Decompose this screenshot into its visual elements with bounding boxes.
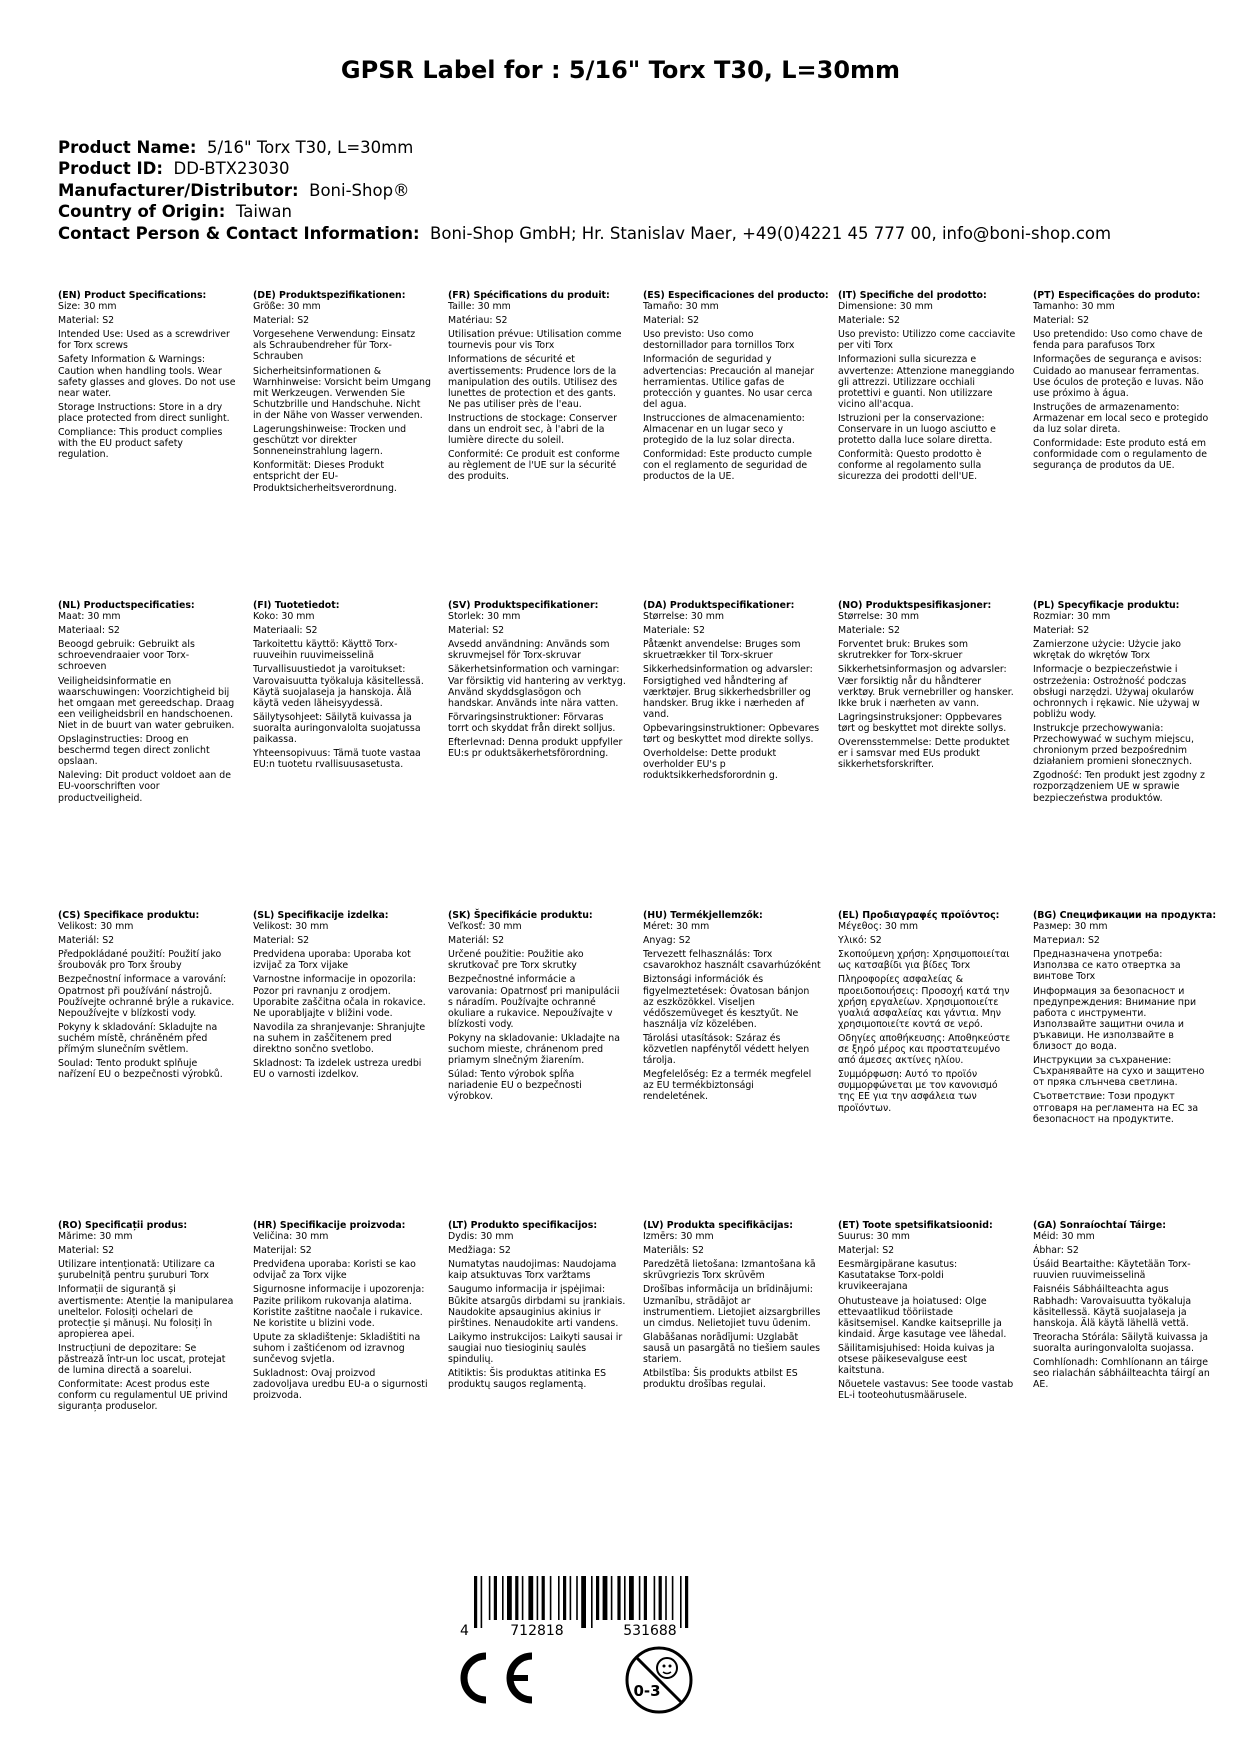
language-section: Koko: 30 mm [253, 611, 315, 623]
barcode-digit-first: 4 [460, 1623, 469, 1636]
language-section: Dimensione: 30 mm [838, 301, 933, 313]
language-section: Úsáid Beartaithe: Käytetään Torx-ruuvien ruuvimeisselinä [1033, 1259, 1191, 1282]
language-section: Utilizare intenționată: Utilizare ca șurubelniță pentru șuruburi Torx [58, 1259, 215, 1282]
barcode-digits-left: 712818 [510, 1623, 564, 1636]
language-block [58, 290, 236, 463]
language-section: Zamierzone użycie: Użycie jako wkrętak do wkrętów Torx [1033, 639, 1181, 662]
language-section: Veličina: 30 mm [253, 1231, 329, 1243]
language-heading: (RO) Specificații produs: [58, 1220, 188, 1231]
language-section: Информация за безопасност и предупреждения: Внимание при работа с инструменти. Използвайте защитни очила и ръкавици. Не използвайте в близост до вода. [1033, 985, 1197, 1053]
language-block [838, 600, 1016, 773]
info-value: DD-BTX23030 [173, 159, 290, 179]
language-section: Instrucciones de almacenamiento: Almacenar en un lugar seco y protegido de la luz solar directa. [643, 412, 805, 447]
language-section: Información de seguridad y advertencias: Precaución al manejar herramientas. Utilice gafas de protección y guantes. No usar cerca del agua. [643, 354, 815, 410]
language-section: Conformidad: Este producto cumple con el reglamento de seguridad de productos de la UE. [643, 449, 813, 483]
language-heading: (HU) Termékjellemzők: [643, 910, 763, 921]
language-block [448, 910, 626, 1106]
language-section: Laikymo instrukcijos: Laikyti sausai ir saugiai nuo tiesioginių saulės spindulių. [448, 1331, 623, 1366]
language-section: Συμμόρφωση: Αυτό το προϊόν συμμορφώνεται με τον κανονισμό της ΕΕ για την ασφάλεια των προϊόντων. [838, 1069, 998, 1114]
language-section: Instrucțiuni de depozitare: Se păstrează într-un loc uscat, protejat de lumina directă a soarelui. [58, 1342, 226, 1377]
language-section: Съответствие: Този продукт отговаря на регламента на ЕС за безопасност на продуктите. [1033, 1091, 1199, 1125]
language-heading: (SV) Produktspecifikationer: [448, 600, 599, 611]
language-section: Anyag: S2 [643, 935, 691, 947]
language-heading: (DA) Produktspecifikationer: [643, 600, 795, 611]
language-section: Ohutusteave ja hoiatused: Olge ettevaatlikud tööriistade käsitsemisel. Kandke kaitseprille ja kindaid. Ärge kasutage vee lähedal. [838, 1295, 1007, 1340]
language-section: Treoracha Stórála: Säilytä kuivassa ja suoralta auringonvalolta suojassa. [1033, 1331, 1209, 1354]
product-info [58, 137, 1111, 244]
barcode-bar [639, 1576, 641, 1620]
barcode-bar [474, 1576, 477, 1628]
language-section: Material: S2 [253, 935, 310, 947]
language-block [643, 910, 821, 1106]
barcode-bar [617, 1576, 620, 1620]
language-section: Intended Use: Used as a screwdriver for Torx screws [58, 329, 230, 352]
language-section: Veiligheidsinformatie en waarschuwingen: Voorzichtigheid bij het omgaan met gereedschap. Draag een veiligheidsbril en handschoenen. Niet in de buurt van water gebruiken. [58, 675, 235, 731]
barcode-bar [665, 1576, 667, 1620]
language-section: Uso previsto: Utilizzo come cacciavite per viti Torx [838, 329, 1016, 352]
language-heading: (FI) Tuotetiedot: [253, 600, 340, 611]
language-section: Izmērs: 30 mm [643, 1231, 714, 1243]
language-section: Материал: S2 [1033, 935, 1100, 947]
language-section: Material: S2 [448, 625, 505, 637]
language-heading: (SK) Špecifikácie produktu: [448, 910, 593, 921]
language-section: Размер: 30 mm [1033, 921, 1108, 933]
ce-mark-icon [448, 1648, 538, 1708]
page-title: GPSR Label for : 5/16" Torx T30, L=30mm [340, 56, 901, 84]
language-section: Atitiktis: Šis produktas atitinka ES produktų saugos reglamentą. [448, 1368, 607, 1391]
language-section: Предназначена употреба: Използва се като отвертка за винтове Torx [1033, 949, 1181, 983]
language-section: Säkerhetsinformation och varningar: Var försiktig vid hantering av verktyg. Använd skyddsglasögon och handskar. Används inte nära vatten. [448, 664, 626, 709]
language-section: Sicherheitsinformationen & Warnhinweise: Vorsicht beim Umgang mit Werkzeugen. Verwenden Sie Schutzbrille und Handschuhe. Nicht in der Nähe von Wasser verwenden. [253, 365, 431, 421]
language-section: Suurus: 30 mm [838, 1231, 910, 1243]
language-section: Materiaali: S2 [253, 625, 318, 637]
language-section: Biztonsági információk és figyelmeztetések: Óvatosan bánjon az eszközökkel. Viseljen védőszemüveget és kesztyűt. Ne használja víz közelében. [643, 974, 810, 1030]
language-section: Faisnéis Sábháilteachta agus Rabhadh: Varovaisuutta työkaluja käsitellessä. Käytä suojalaseja ja hanskoja. Älä käytä lähellä vettä. [1033, 1284, 1192, 1329]
barcode-digits-right: 531688 [623, 1623, 677, 1636]
language-section: Dydis: 30 mm [448, 1231, 514, 1243]
language-block [1033, 910, 1217, 1128]
language-section: Storlek: 30 mm [448, 611, 521, 623]
info-label: Product ID: [58, 159, 163, 179]
language-section: Zgodność: Ten produkt jest zgodny z rozporządzeniem UE w sprawie bezpieczeństwa produktów. [1033, 770, 1205, 804]
language-section: Tarkoitettu käyttö: Käyttö Torx-ruuveihin ruuvimeisselinä [253, 639, 398, 662]
barcode-bar [558, 1576, 560, 1620]
language-section: Efterlevnad: Denna produkt uppfyller EU:s pr oduktsäkerhetsförordning. [448, 737, 623, 760]
language-section: Materiaal: S2 [58, 625, 120, 637]
language-section: Förvaringsinstruktioner: Förvaras torrt och skyddat från direkt solljus. [448, 711, 616, 734]
language-heading: (NO) Produktspesifikasjoner: [838, 600, 992, 611]
language-section: Storage Instructions: Store in a dry place protected from direct sunlight. [58, 401, 230, 424]
barcode-bar [644, 1576, 647, 1620]
language-section: Materiál: S2 [58, 935, 115, 947]
barcode-bar [494, 1576, 497, 1620]
language-section: Materijal: S2 [253, 1245, 312, 1257]
language-block [838, 910, 1016, 1117]
language-section: Conformidade: Este produto está em conformidade com o regulamento de segurança de produtos da UE. [1033, 438, 1208, 472]
language-heading: (GA) Sonraíochtaí Táirge: [1033, 1220, 1166, 1231]
language-section: Opslaginstructies: Droog en beschermd tegen direct zonlicht opslaan. [58, 734, 210, 768]
language-section: Maat: 30 mm [58, 611, 121, 623]
language-section: Paredzētā lietošana: Izmantošana kā skrūvgriezis Torx skrūvēm [643, 1259, 816, 1282]
language-heading: (PT) Especificações do produto: [1033, 290, 1201, 301]
language-section: Informații de siguranță și avertismente: Atenție la manipularea uneltelor. Folosiți ochelari de protecție și mănuși. Nu folosiți în apropierea apei. [58, 1284, 234, 1340]
language-heading: (ES) Especificaciones del producto: [643, 290, 829, 301]
language-section: Инструкции за съхранение: Съхранявайте на сухо и защитено от пряка слънчева светлина. [1033, 1055, 1205, 1089]
info-value: Boni-Shop GmbH; Hr. Stanislav Maer, +49(0)4221 45 777 00, info@boni-shop.com [430, 223, 1112, 243]
language-section: Størrelse: 30 mm [643, 611, 725, 623]
language-section: Materiale: S2 [838, 625, 900, 637]
language-section: Conformitate: Acest produs este conform cu regulamentul UE privind siguranța produselor. [58, 1379, 228, 1413]
barcode-bar [596, 1576, 599, 1620]
barcode-bar [550, 1576, 552, 1620]
language-heading: (SL) Specifikacije izdelka: [253, 910, 389, 921]
barcode-bar [680, 1576, 682, 1628]
language-section: Skladnost: Ta izdelek ustreza uredbi EU o varnosti izdelkov. [253, 1058, 422, 1081]
language-section: Σκοπούμενη χρήση: Χρησιμοποιείται ως κατσαβίδι για βίδες Torx [838, 949, 1010, 972]
barcode-bar [570, 1576, 572, 1620]
barcode-bar [537, 1576, 539, 1620]
info-contact [58, 223, 1111, 244]
language-heading: (NL) Productspecificaties: [58, 600, 195, 611]
info-label: Country of Origin: [58, 202, 226, 222]
language-section: Lagringsinstruksjoner: Oppbevares tørt og beskyttet mot direkte sollys. [838, 711, 1007, 734]
language-section: Materiale: S2 [643, 625, 705, 637]
barcode-bar [603, 1576, 608, 1620]
language-section: Tamanho: 30 mm [1033, 301, 1115, 313]
language-section: Predviđena uporaba: Koristi se kao odvijač za Torx vijke [253, 1259, 416, 1282]
barcode-bar [522, 1576, 524, 1620]
language-heading: (FR) Spécifications du produit: [448, 290, 610, 301]
language-block [643, 1220, 821, 1393]
language-block [253, 290, 431, 497]
language-section: Οδηγίες αποθήκευσης: Αποθηκεύστε σε ξηρό μέρος και προστατευμένο από άμεσες ακτίνες ηλίου. [838, 1032, 1011, 1067]
language-section: Overholdelse: Dette produkt overholder EU's p roduktsikkerhedsforordnin g. [643, 748, 778, 782]
barcode-bars [474, 1576, 688, 1628]
barcode-bar [528, 1576, 533, 1620]
language-section: Material: S2 [643, 315, 700, 327]
language-section: Tárolási utasítások: Száraz és közvetlen napfénytől védett helyen tárolja. [643, 1032, 810, 1067]
language-section: Sigurnosne informacije i upozorenja: Pazite prilikom rukovanja alatima. Koristite zaštitne naočale i rukavice. Ne koristite u blizini vode. [253, 1284, 425, 1329]
language-section: Vorgesehene Verwendung: Einsatz als Schraubendreher für Torx-Schrauben [253, 329, 416, 363]
language-section: Tervezett felhasználás: Torx csavarokhoz használt csavarhúzóként [643, 949, 821, 972]
language-block [1033, 290, 1211, 474]
info-label: Product Name: [58, 138, 197, 157]
language-section: Soulad: Tento produkt splňuje nařízení EU o bezpečnosti výrobků. [58, 1058, 223, 1081]
language-section: Material: S2 [58, 315, 115, 327]
barcode [460, 1576, 760, 1636]
language-section: Nõuetele vastavus: See toode vastab EL-i tooteohutusmäärusele. [838, 1379, 1014, 1402]
language-section: Naleving: Dit product voldoet aan de EU-voorschriften voor productveiligheid. [58, 770, 231, 804]
info-label: Manufacturer/Distributor: [58, 180, 299, 200]
language-block [58, 600, 236, 807]
language-section: Drošības informācija un brīdinājumi: Uzmanību, strādājot ar instrumentiem. Lietojiet aizsargbrilles un cimdus. Nelietojiet tuvu ūdenim. [643, 1284, 821, 1329]
language-section: Atbilstība: Šis produkts atbilst ES produktu drošības regulai. [643, 1368, 798, 1391]
age-warning-icon [623, 1644, 695, 1716]
language-section: Materiál: S2 [448, 935, 505, 947]
language-section: Uso pretendido: Uso como chave de fenda para parafusos Torx [1033, 329, 1203, 352]
language-section: Compliance: This product complies with the EU product safety regulation. [58, 427, 223, 461]
language-section: Overensstemmelse: Dette produktet er i samsvar med EUs produkt sikkerhetsforskrifter. [838, 737, 1010, 771]
language-block [1033, 600, 1211, 807]
barcode-bar [591, 1576, 593, 1628]
language-section: Informazioni sulla sicurezza e avvertenze: Attenzione maneggiando gli attrezzi. Utilizzare occhiali protettivi e guanti. Non utilizzare vicino all'acqua. [838, 354, 1015, 410]
language-section: Materiāls: S2 [643, 1245, 705, 1257]
language-section: Lagerungshinweise: Trocken und geschützt vor direkter Sonneneinstrahlung lagern. [253, 424, 407, 458]
language-section: Sikkerhedsinformation og advarsler: Forsigtighed ved håndtering af værktøjer. Brug sikkerhedsbriller og handsker. Brug ikke i nærheden af vand. [643, 664, 813, 720]
language-section: Μέγεθος: 30 mm [838, 921, 919, 933]
language-section: Taille: 30 mm [448, 301, 511, 313]
language-heading: (EL) Προδιαγραφές προϊόντος: [838, 910, 1000, 921]
language-section: Pokyny na skladovanie: Ukladajte na suchom mieste, chránenom pred priamym slnečným žiarením. [448, 1032, 620, 1067]
language-section: Säilytysohjeet: Säilytä kuivassa ja suoralta auringonvalolta suojatussa paikassa. [253, 711, 421, 746]
language-section: Mărime: 30 mm [58, 1231, 133, 1243]
language-section: Material: S2 [58, 1245, 115, 1257]
language-heading: (IT) Specifiche del prodotto: [838, 290, 987, 301]
language-section: Opbevaringsinstruktioner: Opbevares tørt og beskyttet mod direkte sollys. [643, 722, 820, 746]
barcode-bar [563, 1576, 566, 1620]
info-value: Boni-Shop® [309, 180, 410, 200]
language-section: Materiale: S2 [838, 315, 900, 327]
language-heading: (ET) Toote spetsifikatsioonid: [838, 1220, 993, 1231]
language-section: Conformità: Questo prodotto è conforme al regolamento sulla sicurezza dei prodotti dell'UE. [838, 449, 982, 483]
age-range-label: 0-3 [633, 1682, 661, 1700]
language-section: Předpokládané použití: Použití jako šroubovák pro Torx šrouby [58, 949, 222, 972]
language-section: Megfelelőség: Ez a termék megfelel az EU termékbiztonsági rendeletének. [643, 1069, 812, 1103]
language-section: Size: 30 mm [58, 301, 117, 313]
language-block [448, 600, 626, 762]
language-section: Méid: 30 mm [1033, 1231, 1095, 1243]
info-manufacturer [58, 180, 1111, 201]
language-section: Informações de segurança e avisos: Cuidado ao manusear ferramentas. Use óculos de proteção e luvas. Não use próximo à água. [1033, 354, 1204, 399]
language-block [253, 910, 431, 1083]
barcode-bar [659, 1576, 662, 1620]
barcode-bar [481, 1576, 483, 1628]
info-value: 5/16" Torx T30, L=30mm [206, 138, 414, 157]
info-country [58, 201, 1111, 222]
language-block [448, 1220, 626, 1393]
language-section: Navodila za shranjevanje: Shranjujte na suhem in zaščitenem pred direktno sončno svetlobo. [253, 1021, 426, 1056]
language-section: Medžiaga: S2 [448, 1245, 511, 1257]
barcode-bar [507, 1576, 512, 1620]
language-section: Størrelse: 30 mm [838, 611, 920, 623]
language-section: Informacje o bezpieczeństwie i ostrzeżenia: Ostrożność podczas obsługi narzędzi. Używaj okularów ochronnych i rękawic. Nie używaj w pobliżu wody. [1033, 664, 1200, 720]
language-heading: (LT) Produkto specifikacijos: [448, 1220, 598, 1231]
info-value: Taiwan [235, 202, 292, 222]
language-section: Materjal: S2 [838, 1245, 895, 1257]
barcode-bar [629, 1576, 634, 1620]
language-section: Forventet bruk: Brukes som skrutrekker for Torx-skruer [838, 639, 969, 662]
language-heading: (EN) Product Specifications: [58, 290, 207, 301]
language-section: Avsedd användning: Används som skruvmejsel för Torx-skruvar [448, 639, 610, 662]
language-block [838, 1220, 1016, 1404]
language-heading: (CS) Specifikace produktu: [58, 910, 200, 921]
language-section: Beoogd gebruik: Gebruikt als schroevendraaier voor Torx-schroeven [58, 639, 195, 673]
language-section: Varnostne informacije in opozorila: Pozor pri ravnanju z orodjem. Uporabite zaščitna očala in rokavice. Ne uporabljajte v bližini vode. [253, 974, 426, 1019]
language-heading: (DE) Produktspezifikationen: [253, 290, 406, 301]
language-section: Sikkerhetsinformasjon og advarsler: Vær forsiktig når du håndterer verktøy. Bruk vernebriller og hansker. Ikke bruk i nærheten av vann. [838, 664, 1014, 709]
barcode-bar [672, 1576, 674, 1620]
language-section: Ábhar: S2 [1033, 1245, 1079, 1257]
barcode-bar [515, 1576, 518, 1620]
language-section: Bezpečnostní informace a varování: Opatrnost při používání nástrojů. Používejte ochranné brýle a rukavice. Nepoužívejte v blízkosti vody. [58, 974, 235, 1019]
language-section: Säilitamisjuhised: Hoida kuivas ja otsese päikesevalguse eest kaitstuna. [838, 1342, 995, 1377]
language-section: Sukladnost: Ovaj proizvod zadovoljava uredbu EU-a o sigurnosti proizvoda. [253, 1368, 428, 1402]
language-section: Informations de sécurité et avertissements: Prudence lors de la manipulation des outils. Utilisez des lunettes de protection et des gants. Ne pas utiliser près de l'eau. [448, 354, 618, 410]
barcode-bar [502, 1576, 504, 1620]
language-section: Materiał: S2 [1033, 625, 1090, 637]
language-section: Eesmärgipärane kasutus: Kasutatakse Torx-poldi kruvikeerajana [838, 1259, 958, 1293]
language-section: Méret: 30 mm [643, 921, 710, 933]
language-section: Turvallisuustiedot ja varoitukset: Varovaisuutta työkaluja käsitellessä. Käytä suojalaseja ja hanskoja. Älä käytä veden läheisyydessä. [253, 664, 424, 709]
language-block [448, 290, 626, 486]
language-section: Utilisation prévue: Utilisation comme tournevis pour vis Torx [448, 329, 622, 352]
language-section: Saugumo informacija ir įspėjimai: Būkite atsargūs dirbdami su įrankiais. Naudokite apsauginius akinius ir pirštines. Nenaudokite arti vandens. [448, 1284, 626, 1329]
language-section: Πληροφορίες ασφαλείας & προειδοποιήσεις: Προσοχή κατά την χρήση εργαλείων. Χρησιμοποιείτε γυαλιά ασφαλείας και γάντια. Μην χρησιμοποιείτε κοντά σε νερό. [838, 974, 1010, 1030]
language-block [58, 1220, 236, 1416]
language-section: Yhteensopivuus: Tämä tuote vastaa EU:n tuotetu rvallisuusasetusta. [253, 748, 421, 771]
language-heading: (HR) Specifikacije proizvoda: [253, 1220, 406, 1231]
barcode-bar [654, 1576, 656, 1620]
barcode-bar [542, 1576, 545, 1620]
barcode-bar [581, 1576, 586, 1628]
language-section: Material: S2 [1033, 315, 1090, 327]
language-block [643, 600, 821, 784]
language-block [58, 910, 236, 1083]
language-section: Velikost: 30 mm [58, 921, 134, 933]
language-block [253, 1220, 431, 1404]
language-section: Instruções de armazenamento: Armazenar em local seco e protegido da luz solar direta. [1033, 401, 1209, 436]
language-section: Velikost: 30 mm [253, 921, 329, 933]
barcode-bar [489, 1576, 491, 1620]
barcode-bar [685, 1576, 688, 1628]
info-product-id [58, 158, 1111, 179]
language-section: Numatytas naudojimas: Naudojama kaip atsuktuvas Torx varžtams [448, 1259, 617, 1282]
language-section: Uso previsto: Uso como destornillador para tornillos Torx [643, 329, 795, 352]
language-section: Safety Information & Warnings: Caution when handling tools. Wear safety glasses and gloves. Do not use near water. [58, 354, 236, 399]
barcode-bar [624, 1576, 626, 1620]
language-block [253, 600, 431, 773]
language-section: Istruzioni per la conservazione: Conservare in un luogo asciutto e protetto dalla luce solare diretta. [838, 412, 996, 447]
language-block [643, 290, 829, 486]
language-section: Conformité: Ce produit est conforme au règlement de l'UE sur la sécurité des produits. [448, 449, 620, 483]
language-section: Instructions de stockage: Conserver dans un endroit sec, à l'abri de la lumière directe du soleil. [448, 412, 617, 447]
language-section: Určené použitie: Použitie ako skrutkovač pre Torx skrutky [448, 949, 584, 972]
language-section: Comhlíonadh: Comhlíonann an táirge seo rialachán sábháilteachta táirgí an AE. [1033, 1357, 1210, 1391]
language-section: Konformität: Dieses Produkt entspricht der EU-Produktsicherheitsverordnung. [253, 460, 397, 494]
language-heading: (PL) Specyfikacje produktu: [1033, 600, 1180, 611]
language-section: Größe: 30 mm [253, 301, 321, 313]
info-product-name [58, 137, 1111, 158]
language-section: Material: S2 [253, 315, 310, 327]
language-section: Rozmiar: 30 mm [1033, 611, 1111, 623]
language-section: Predvidena uporaba: Uporaba kot izvijač za Torx vijake [253, 949, 411, 972]
language-heading: (BG) Спецификации на продукта: [1033, 910, 1217, 921]
language-section: Veľkosť: 30 mm [448, 921, 522, 933]
language-section: Súlad: Tento výrobok spĺňa nariadenie EU o bezpečnosti výrobkov. [448, 1069, 582, 1103]
language-section: Glabāšanas norādījumi: Uzglabāt sausā un pasargātā no tiešiem saules stariem. [643, 1331, 821, 1366]
language-section: Υλικό: S2 [838, 935, 882, 947]
language-block [1033, 1220, 1211, 1393]
language-section: Instrukcje przechowywania: Przechowywać w suchym miejscu, chronionym przed bezpośrednim działaniem promieni słonecznych. [1033, 722, 1194, 768]
language-section: Upute za skladištenje: Skladištiti na suhom i zaštićenom od izravnog sunčevog svjetla. [253, 1331, 421, 1366]
info-label: Contact Person & Contact Information: [58, 223, 420, 243]
language-block [838, 290, 1016, 486]
language-section: Påtænkt anvendelse: Bruges som skruetrækker til Torx-skruer [643, 639, 801, 662]
language-section: Matériau: S2 [448, 315, 508, 327]
barcode-bar [611, 1576, 613, 1620]
language-heading: (LV) Produkta specifikācijas: [643, 1220, 793, 1231]
language-section: Pokyny k skladování: Skladujte na suchém místě, chráněném před přímým slunečním světlem. [58, 1021, 218, 1056]
barcode-bar [576, 1576, 578, 1620]
language-section: Bezpečnostné informácie a varovania: Opatrnosť pri manipulácii s náradím. Používajte ochranné okuliare a rukavice. Nepoužívajte v blízkosti vody. [448, 974, 620, 1030]
language-section: Tamaño: 30 mm [643, 301, 719, 313]
